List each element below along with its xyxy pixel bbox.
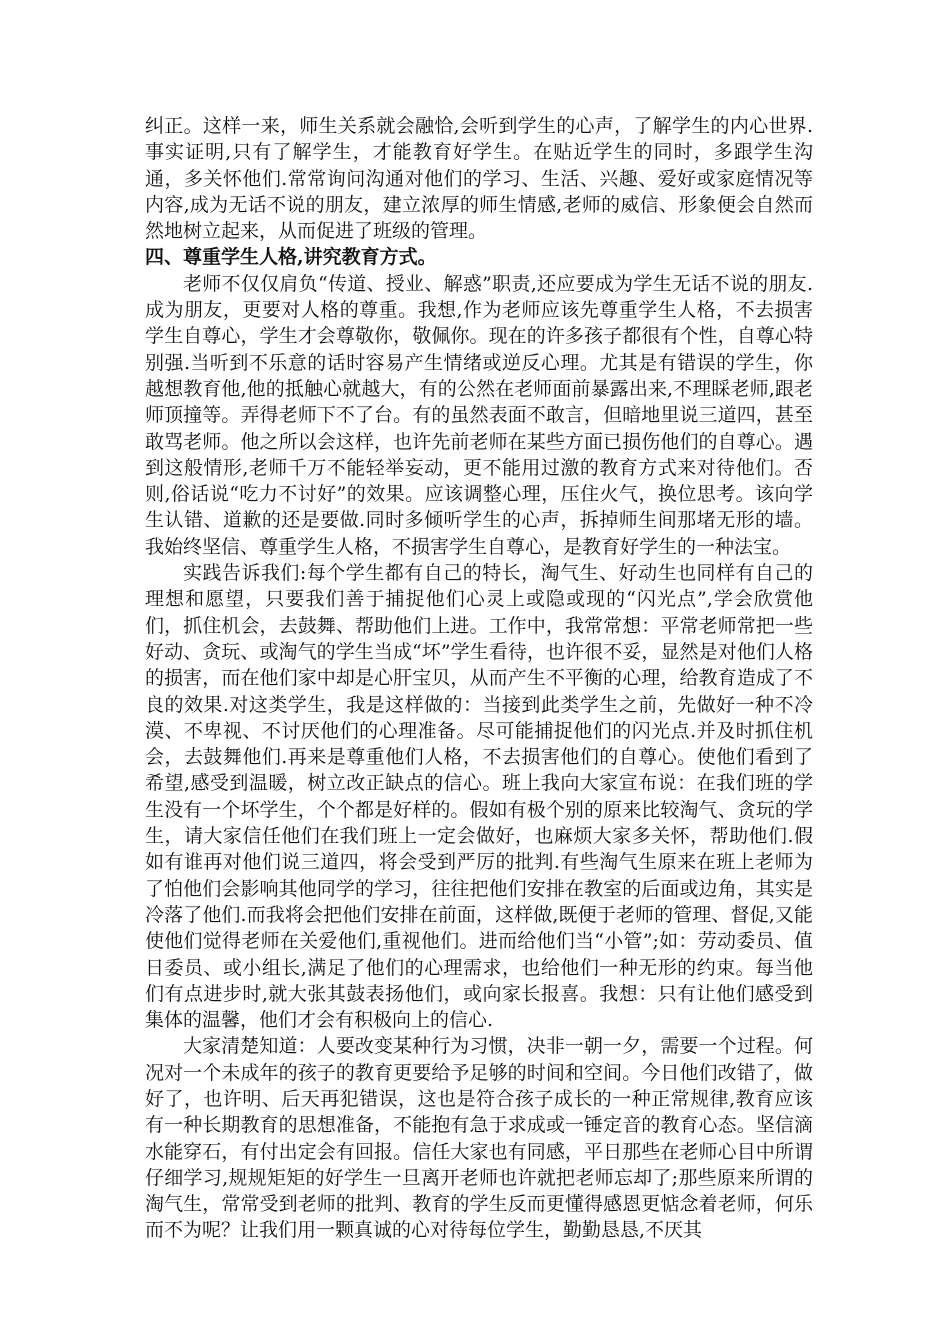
paragraph-patience: 大家清楚知道：人要改变某种行为习惯，决非一朝一夕，需要一个过程。何况对一个未成年的孩子的教育更要给予足够的时间和空间。今日他们改错了，做好了，也许明、后天再犯错误，这也是符合孩子成长的一种正常规律,教育应该有一种长期教育的思想准备，不能抱有急于求成或一锤定音的教育心态。坚信滴水能穿石，有付出定会有回报。信任大家也有同感，平日那些在老师心目中所谓仔细学习,规规矩矩的好学生一旦离开老师也许就把老师忘却了;那些原来所谓的淘气生，常常受到老师的批判、教育的学生反而更懂得感恩更惦念着老师，何乐而不为呢？让我们用一颗真诚的心对待每位学生，勤勤恳恳,不厌其 [145, 1035, 813, 1242]
section-heading-4: 四、尊重学生人格,讲究教育方式。 [145, 246, 437, 269]
paragraph-practice: 实践告诉我们:每个学生都有自己的特长，淘气生、好动生也同样有自己的理想和愿望，只要我们善于捕捉他们心灵上或隐或现的“闪光点”,学会欣赏他们，抓住机会，去鼓舞、帮助他们上进。工作中，我常常想：平常老师常把一些好动、贪玩、或淘气的学生当成“坏”学生看待，也许很不妥，显然是对他们人格的损害，而在他们家中却是心肝宝贝，从而产生不平衡的心理，给教育造成了不良的效果.对这类学生，我是这样做的：当接到此类学生之前，先做好一种不冷漠、不卑视、不讨厌他们的心理准备。尽可能捕捉他们的闪光点.并及时抓住机会，去鼓舞他们.再来是尊重他们人格，不去损害他们的自尊心。使他们看到了希望,感受到温暖，树立改正缺点的信心。班上我向大家宣布说：在我们班的学生没有一个坏学生，个个都是好样的。假如有极个别的原来比较淘气、贪玩的学生，请大家信任他们在我们班上一定会做好，也麻烦大家多关怀，帮助他们.假如有谁再对他们说三道四，将会受到严厉的批判.有些淘气生原来在班上老师为了怕他们会影响其他同学的学习，往往把他们安排在教室的后面或边角，其实是冷落了他们.而我将会把他们安排在前面，这样做,既便于老师的管理、督促,又能使他们觉得老师在关爱他们,重视他们。进而给他们当“小管”;如：劳动委员、值日委员、或小组长,满足了他们的心理需求，也给他们一种无形的约束。每当他们有点进步时,就大张其鼓表扬他们，或向家长报喜。我想：只有让他们感受到集体的温馨，他们才会有积极向上的信心. [145, 562, 813, 1032]
document-body [145, 113, 813, 1244]
paragraph-continuation: 纠正。这样一来，师生关系就会融恰,会听到学生的心声，了解学生的内心世界.事实证明,只有了解学生，才能教育好学生。在贴近学生的同时，多跟学生沟通，多关怀他们.常常询问沟通对他们的学习、生活、兴趣、爱好或家庭情况等内容,成为无话不说的朋友，建立浓厚的师生情感,老师的威信、形象便会自然而然地树立起来，从而促进了班级的管理。 [145, 115, 813, 243]
paragraph-respect-personality: 老师不仅仅肩负“传道、授业、解惑”职责,还应要成为学生无话不说的朋友.成为朋友，更要对人格的尊重。我想,作为老师应该先尊重学生人格，不去损害学生自尊心，学生才会尊敬你，敬佩你。现在的许多孩子都很有个性，自尊心特别强.当听到不乐意的话时容易产生情绪或逆反心理。尤其是有错误的学生，你越想教育他,他的抵触心就越大，有的公然在老师面前暴露出来,不理睬老师,跟老师顶撞等。弄得老师下不了台。有的虽然表面不敢言，但暗地里说三道四，甚至敢骂老师。他之所以会这样，也许先前老师在某些方面已损伤他们的自尊心。遇到这般情形,老师千万不能轻举妄动，更不能用过激的教育方式来对待他们。否则,俗话说“吃力不讨好”的效果。应该调整心理，压住火气，换位思考。该向学生认错、道歉的还是要做.同时多倾听学生的心声，拆掉师生间那堵无形的墙。我始终坚信、尊重学生人格，不损害学生自尊心，是教育好学生的一种法宝。 [145, 272, 813, 558]
